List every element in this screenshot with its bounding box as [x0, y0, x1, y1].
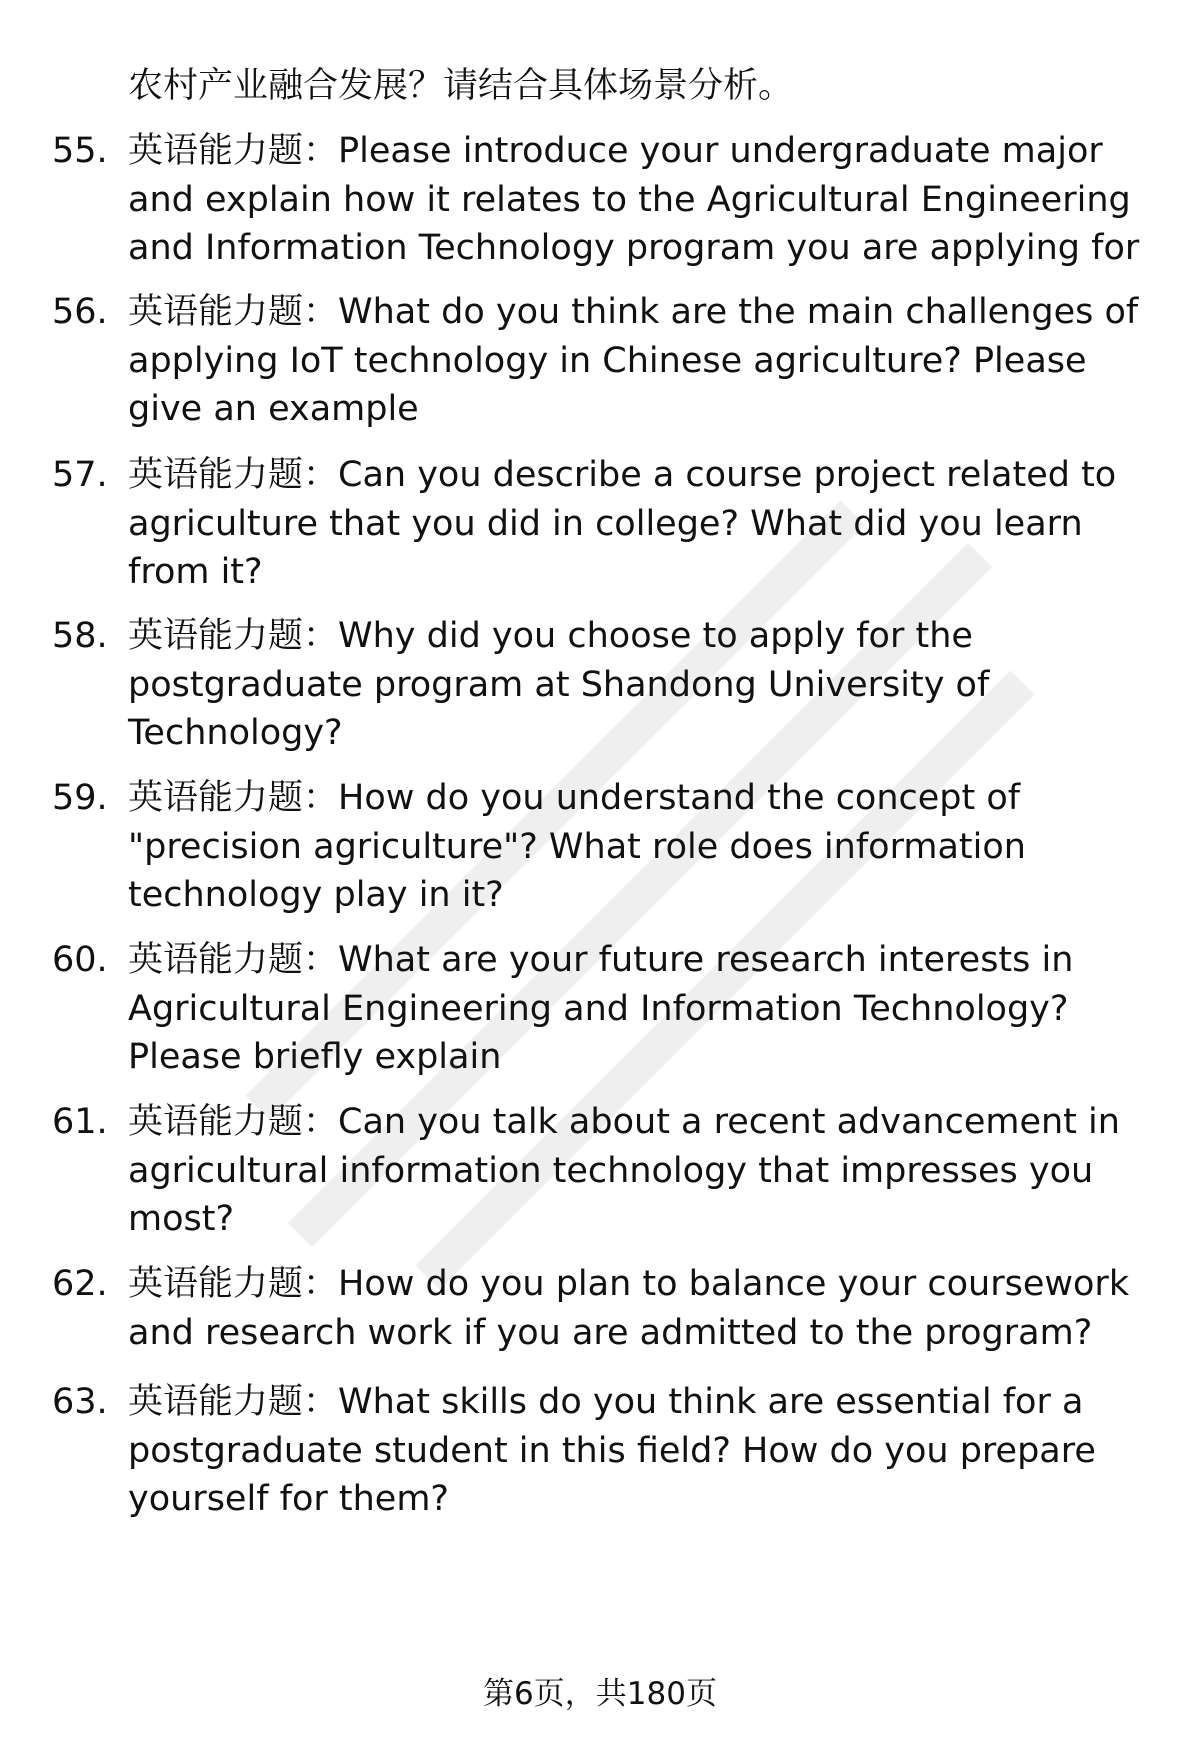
- question-text: [128, 936, 1168, 1082]
- question-text: [128, 288, 1168, 434]
- question-prefix: 英语能力题：: [128, 778, 339, 818]
- question-prefix: 英语能力题：: [128, 1382, 339, 1422]
- question-body: What are your future research interests in Agricultural Engineering and Information Technology? Please briefly explain: [128, 940, 1074, 1077]
- question-text: [128, 1098, 1168, 1244]
- question-text: [128, 127, 1168, 273]
- question-body: How do you plan to balance your coursework and research work if you are admitted to the program?: [128, 1264, 1130, 1353]
- question-prefix: 英语能力题：: [128, 1264, 339, 1304]
- page-footer: 第6页，共180页: [483, 1676, 717, 1712]
- question-prefix: 英语能力题：: [128, 455, 339, 495]
- question-body: Please introduce your undergraduate major and explain how it relates to the Agricultural Engineering and Information Technology program you are applying for: [128, 131, 1140, 268]
- question-prefix: 英语能力题：: [128, 292, 339, 332]
- question-prefix: 英语能力题：: [128, 1102, 339, 1142]
- question-body: Why did you choose to apply for the postgraduate program at Shandong University of Technology?: [128, 616, 990, 753]
- continued-question-text: 农村产业融合发展？请结合具体场景分析。: [128, 66, 794, 106]
- question-text: [128, 774, 1168, 920]
- question-body: Can you talk about a recent advancement in agricultural information technology that impresses you most?: [128, 1102, 1120, 1239]
- question-number: 63.: [52, 1382, 108, 1422]
- question-body: What skills do you think are essential for a postgraduate student in this field? How do you prepare yourself for them?: [128, 1382, 1096, 1519]
- question-text: [128, 612, 1168, 758]
- question-number: 56.: [52, 292, 108, 332]
- question-body: Can you describe a course project related to agriculture that you did in college? What did you learn from it?: [128, 455, 1117, 592]
- question-text: [128, 451, 1168, 597]
- question-number: 62.: [52, 1264, 108, 1304]
- question-prefix: 英语能力题：: [128, 940, 339, 980]
- question-number: 61.: [52, 1102, 108, 1142]
- question-prefix: 英语能力题：: [128, 616, 339, 656]
- question-number: 55.: [52, 131, 108, 171]
- question-number: 58.: [52, 616, 108, 656]
- question-text: [128, 1378, 1168, 1524]
- question-prefix: 英语能力题：: [128, 131, 339, 171]
- question-number: 57.: [52, 455, 108, 495]
- question-body: What do you think are the main challenges of applying IoT technology in Chinese agriculture? Please give an example: [128, 292, 1139, 429]
- question-body: How do you understand the concept of "precision agriculture"? What role does information technology play in it?: [128, 778, 1026, 915]
- question-number: 60.: [52, 940, 108, 980]
- question-text: [128, 1260, 1168, 1357]
- question-number: 59.: [52, 778, 108, 818]
